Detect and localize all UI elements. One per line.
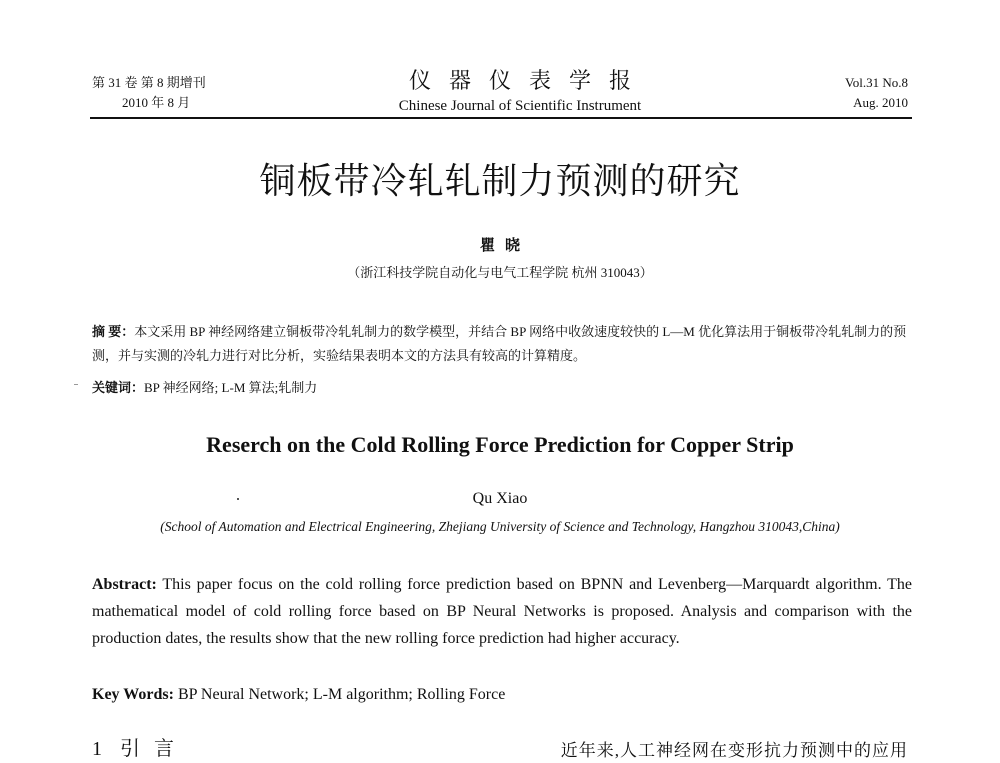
section-title: 引言 [120,736,188,760]
author-cn: 瞿晓 [479,238,530,254]
issue-info [92,73,206,113]
keywords-cn-label: 关键词： [92,380,145,395]
paper-title-en: Reserch on the Cold Rolling Force Prediction for Copper Strip [206,432,794,457]
abstract-en-label: Abstract: [92,576,157,593]
publication-date: Aug. 2010 [853,95,908,110]
section-number: 1 [92,738,102,760]
abstract-en [92,571,912,652]
keywords-en-label: Key Words: [92,686,174,703]
journal-name-en: Chinese Journal of Scientific Instrument [398,98,642,114]
abstract-en-text: This paper focus on the cold rolling force prediction based on BPNN and Levenberg—Marquardt algorithm. The mathematical model of cold rolling force based on BP Neural Networks is proposed. Analysis and comparison with the production dates, the results show that the new rolling force prediction had higher accuracy. [92,576,912,647]
affiliation-cn: （浙江科技学院自动化与电气工程学院 杭州 310043） [347,265,653,280]
abstract-cn [92,320,912,368]
journal-name [340,68,700,116]
body-text-start: 近年来,人工神经网在变形抗力预测中的应用 [560,741,908,760]
affiliation-en: (School of Automation and Electrical Engineering, Zhejiang University of Science and Technology, Hangzhou 310043,China) [160,519,840,534]
abstract-cn-label: 摘 要： [92,324,135,339]
header-rule [90,117,912,119]
keywords-cn-text: BP 神经网络; L-M 算法;轧制力 [144,380,318,395]
issue-date: 2010 年 8 月 [122,95,191,110]
volume-info [845,73,908,113]
author-en: Qu Xiao [472,490,528,507]
journal-name-cn: 仪器仪表学报 [408,68,649,93]
paper-title-cn: 铜板带冷轧轧制力预测的研究 [259,161,741,202]
volume-issue: 第 31 卷 第 8 期增刊 [92,75,206,90]
abstract-cn-text: 本文采用 BP 神经网络建立铜板带冷轧轧制力的数学模型，并结合 BP 网络中收敛速度较快的 L—M 优化算法用于铜板带冷轧轧制力的预测，并与实测的冷轧力进行对比分析，实验结果表明本文的方法具有较高的计算精度。 [92,324,907,363]
volume-number: Vol.31 No.8 [845,75,908,90]
margin-mark [74,384,78,385]
keywords-cn [92,378,317,398]
section-heading [92,735,188,762]
keywords-en [92,683,505,707]
keywords-en-text: BP Neural Network; L-M algorithm; Rolling Force [173,686,506,703]
